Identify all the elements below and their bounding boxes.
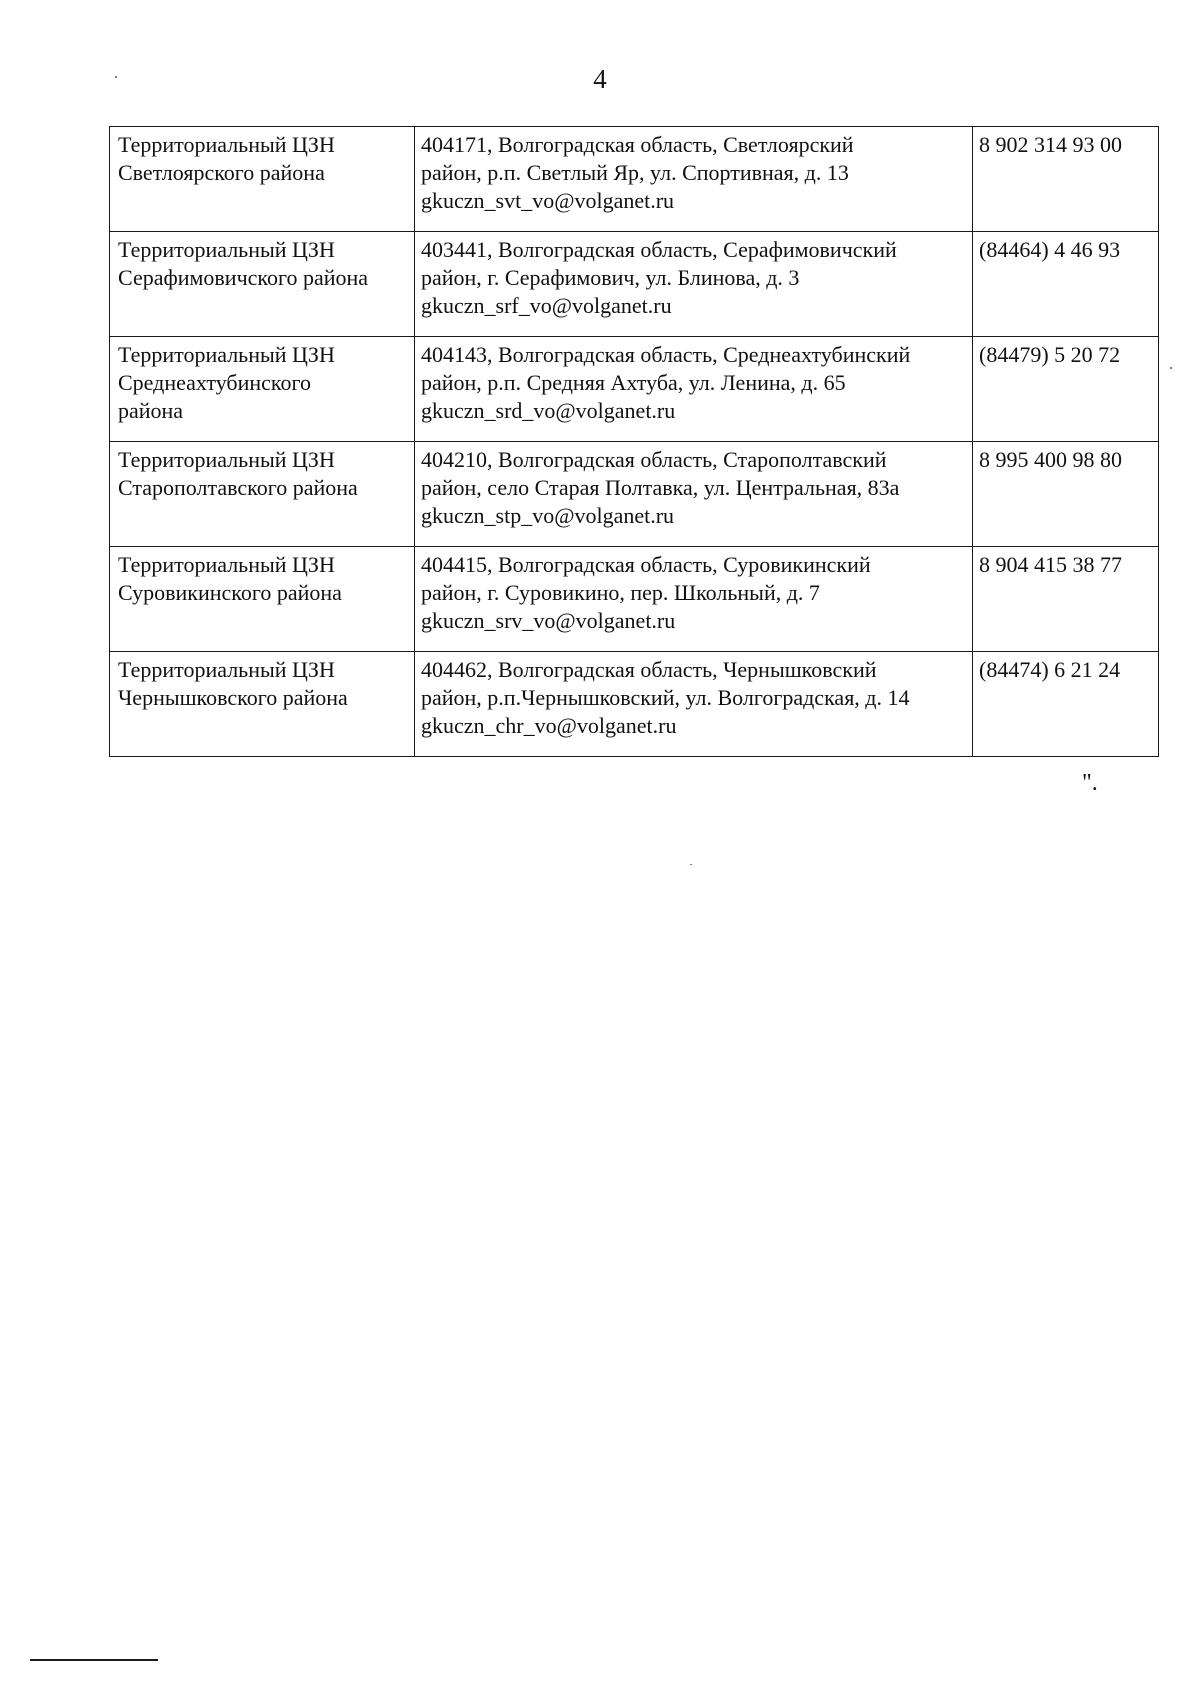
address-line: 404415, Волгоградская область, Суровикинский	[421, 552, 871, 577]
closing-quote-mark: ".	[1082, 770, 1098, 796]
email-address: gkuczn_stp_vo@volganet.ru	[421, 503, 675, 528]
center-name-line: Территориальный ЦЗН	[118, 132, 335, 157]
employment-centers-table	[109, 126, 1159, 757]
center-name-line: Территориальный ЦЗН	[118, 342, 335, 367]
table-row	[110, 232, 1159, 337]
center-name-cell	[110, 127, 415, 232]
phone-number: (84479) 5 20 72	[979, 342, 1121, 367]
scan-speck	[1170, 367, 1172, 369]
email-address: gkuczn_srf_vo@volganet.ru	[421, 293, 672, 318]
table-row	[110, 127, 1159, 232]
address-line: 404210, Волгоградская область, Старополтавский	[421, 447, 887, 472]
center-name-line: Территориальный ЦЗН	[118, 447, 335, 472]
phone-number: 8 904 415 38 77	[979, 552, 1122, 577]
address-cell	[415, 337, 973, 442]
table-row	[110, 652, 1159, 757]
phone-cell	[973, 652, 1159, 757]
center-name-line: Светлоярского района	[118, 160, 325, 185]
address-cell	[415, 547, 973, 652]
center-name-line: Среднеахтубинского	[118, 370, 311, 395]
address-line: район, г. Суровикино, пер. Школьный, д. 7	[421, 580, 820, 605]
address-line: район, г. Серафимович, ул. Блинова, д. 3	[421, 265, 800, 290]
phone-number: 8 902 314 93 00	[979, 132, 1122, 157]
address-cell	[415, 442, 973, 547]
table-row	[110, 547, 1159, 652]
phone-number: (84474) 6 21 24	[979, 657, 1121, 682]
center-name-cell	[110, 337, 415, 442]
address-line: район, р.п.Чернышковский, ул. Волгоградская, д. 14	[421, 685, 910, 710]
page-number: 4	[593, 64, 607, 94]
phone-cell	[973, 337, 1159, 442]
center-name-line: Чернышковского района	[118, 685, 348, 710]
address-line: район, село Старая Полтавка, ул. Центральная, 83а	[421, 475, 900, 500]
phone-cell	[973, 547, 1159, 652]
address-line: район, р.п. Светлый Яр, ул. Спортивная, д. 13	[421, 160, 849, 185]
footnote-rule	[30, 1659, 158, 1661]
address-cell	[415, 232, 973, 337]
phone-cell	[973, 127, 1159, 232]
address-line: 404171, Волгоградская область, Светлоярский	[421, 132, 854, 157]
address-line: 404143, Волгоградская область, Среднеахтубинский	[421, 342, 911, 367]
center-name-cell	[110, 232, 415, 337]
email-address: gkuczn_srv_vo@volganet.ru	[421, 608, 676, 633]
center-name-line: Серафимовичского района	[118, 265, 369, 290]
phone-cell	[973, 442, 1159, 547]
center-name-line: Территориальный ЦЗН	[118, 657, 335, 682]
center-name-line: Территориальный ЦЗН	[118, 552, 335, 577]
table-row	[110, 337, 1159, 442]
center-name-cell	[110, 442, 415, 547]
scan-speck	[690, 864, 692, 865]
phone-number: (84464) 4 46 93	[979, 237, 1121, 262]
center-name-line: Территориальный ЦЗН	[118, 237, 335, 262]
phone-cell	[973, 232, 1159, 337]
email-address: gkuczn_svt_vo@volganet.ru	[421, 188, 675, 213]
phone-number: 8 995 400 98 80	[979, 447, 1122, 472]
center-name-cell	[110, 652, 415, 757]
center-name-line: Старополтавского района	[118, 475, 358, 500]
address-line: 404462, Волгоградская область, Чернышковский	[421, 657, 877, 682]
email-address: gkuczn_srd_vo@volganet.ru	[421, 398, 676, 423]
center-name-line: Суровикинского района	[118, 580, 342, 605]
address-line: 403441, Волгоградская область, Серафимовичский	[421, 237, 897, 262]
scan-speck	[115, 76, 117, 78]
center-name-line: района	[118, 398, 184, 423]
address-line: район, р.п. Средняя Ахтуба, ул. Ленина, д. 65	[421, 370, 846, 395]
address-cell	[415, 652, 973, 757]
email-address: gkuczn_chr_vo@volganet.ru	[421, 713, 677, 738]
address-cell	[415, 127, 973, 232]
table-row	[110, 442, 1159, 547]
center-name-cell	[110, 547, 415, 652]
